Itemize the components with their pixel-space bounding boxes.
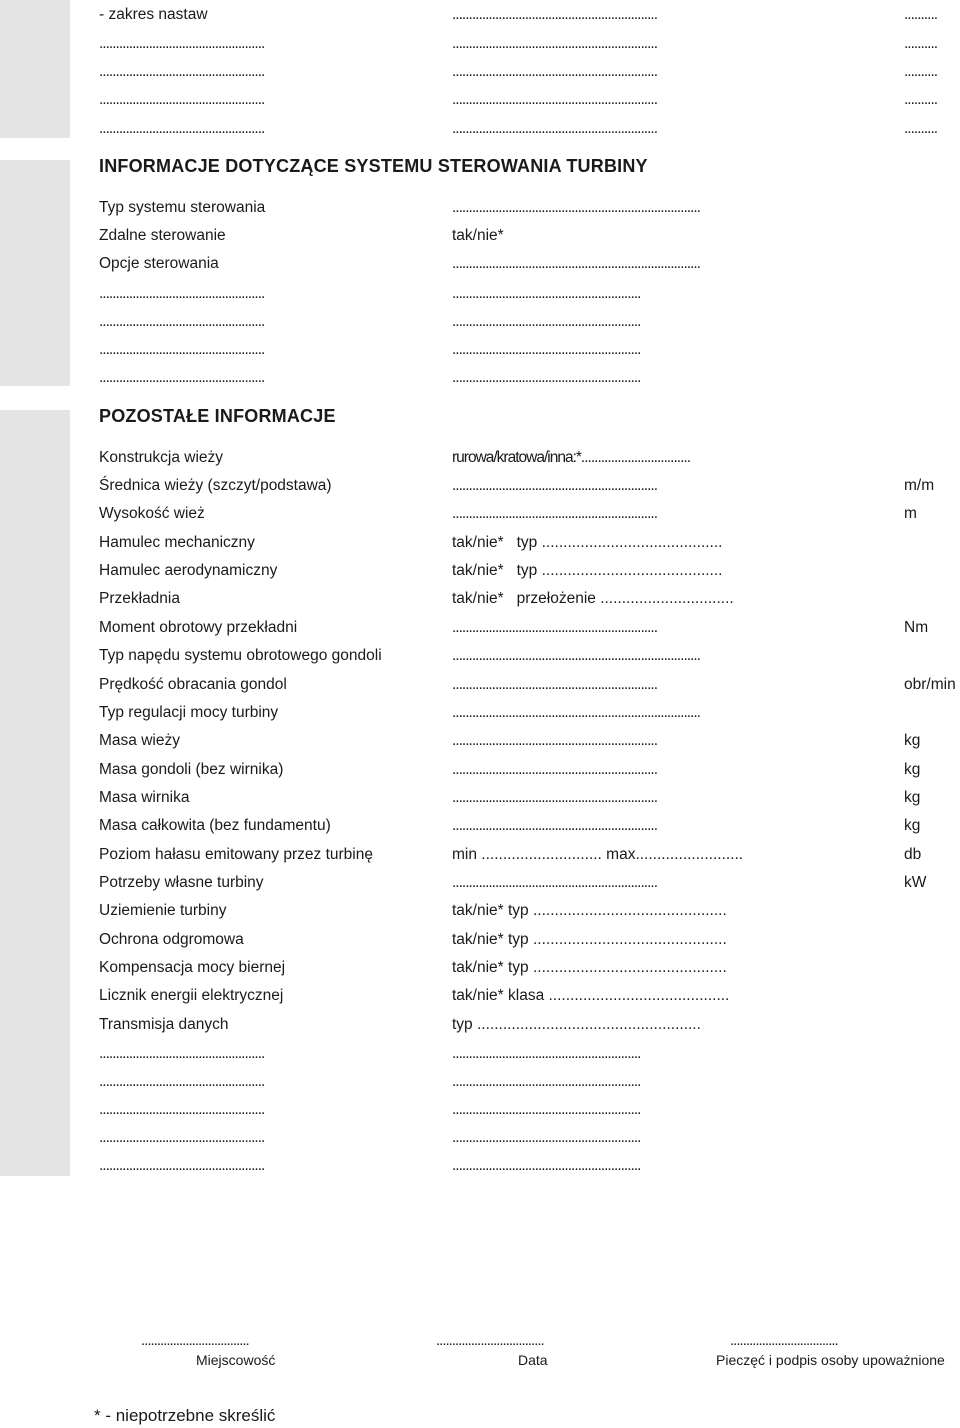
row-label: Średnica wieży (szczyt/podstawa) <box>99 477 332 494</box>
blank-value-field[interactable]: ......................................................... <box>452 369 641 386</box>
row-label: Typ napędu systemu obrotowego gondoli <box>99 647 382 664</box>
blank-row <box>0 364 960 392</box>
place-label: Miejscowość <box>196 1352 276 1368</box>
row-unit: kg <box>904 732 921 749</box>
form-row <box>0 812 960 840</box>
row-label: Typ systemu sterowania <box>99 199 266 216</box>
blank-unit-field[interactable]: .......... <box>904 120 938 137</box>
row-value-field[interactable]: rurowa/kratowa/inna:*................................. <box>452 449 691 466</box>
blank-unit-field[interactable]: .......... <box>904 91 938 108</box>
row-label: Wysokość wież <box>99 505 205 522</box>
blank-value-field[interactable]: ......................................................... <box>452 1045 641 1062</box>
blank-label-field[interactable]: .................................................. <box>99 63 265 80</box>
row-label: Kompensacja mocy biernej <box>99 959 286 976</box>
place-signature-line[interactable]: .................................. <box>141 1332 249 1349</box>
form-row <box>0 614 960 642</box>
form-row <box>0 500 960 528</box>
blank-row <box>0 280 960 308</box>
row-unit: Nm <box>904 619 929 636</box>
blank-label-field[interactable]: .................................................. <box>99 1101 265 1118</box>
row-value-field[interactable]: .............................................................. <box>452 789 657 806</box>
row-label: Zdalne sterowanie <box>99 227 226 244</box>
row-label: - zakres nastaw <box>99 6 208 23</box>
blank-value-field[interactable]: ......................................................... <box>452 1073 641 1090</box>
blank-value-field[interactable]: ......................................................... <box>452 285 641 302</box>
row-label: Transmisja danych <box>99 1016 229 1033</box>
row-label: Typ regulacji mocy turbiny <box>99 704 279 721</box>
stamp-signature-line[interactable]: .................................. <box>730 1332 838 1349</box>
blank-row <box>0 30 960 58</box>
form-row <box>0 699 960 727</box>
blank-label-field[interactable]: .................................................. <box>99 285 265 302</box>
row-value-field[interactable]: tak/nie* typ .......................................... <box>452 562 723 579</box>
unit-field[interactable]: .......... <box>904 6 938 23</box>
row-value-field[interactable]: tak/nie* przełożenie ............................... <box>452 590 734 607</box>
row-label: Przekładnia <box>99 590 180 607</box>
row-label: Prędkość obracania gondol <box>99 676 287 693</box>
row-value-field[interactable]: tak/nie* <box>452 227 504 244</box>
blank-label-field[interactable]: .................................................. <box>99 1129 265 1146</box>
row-value-field[interactable]: .............................................................. <box>452 761 657 778</box>
form-row <box>0 529 960 557</box>
date-label: Data <box>518 1352 548 1368</box>
blank-row <box>0 308 960 336</box>
blank-value-field[interactable]: .............................................................. <box>452 63 657 80</box>
blank-label-field[interactable]: .................................................. <box>99 35 265 52</box>
row-value-field[interactable]: ........................................................................... <box>452 255 700 272</box>
row-unit: db <box>904 846 922 863</box>
blank-value-field[interactable]: ......................................................... <box>452 1101 641 1118</box>
row-value-field[interactable]: tak/nie* typ .......................................... <box>452 534 723 551</box>
blank-row <box>0 1068 960 1096</box>
row-unit: kg <box>904 817 921 834</box>
row-unit: m <box>904 505 917 522</box>
row-label: Potrzeby własne turbiny <box>99 874 264 891</box>
row-label: Licznik energii elektrycznej <box>99 987 284 1004</box>
form-row <box>0 472 960 500</box>
form-row <box>0 444 960 472</box>
blank-value-field[interactable]: ......................................................... <box>452 341 641 358</box>
form-row <box>0 784 960 812</box>
row-label: Masa wirnika <box>99 789 190 806</box>
row-value-field[interactable]: .............................................................. <box>452 477 657 494</box>
blank-row <box>0 86 960 114</box>
row-label: Opcje sterowania <box>99 255 219 272</box>
row-label: Poziom hałasu emitowany przez turbinę <box>99 846 373 863</box>
row-value-field[interactable]: .............................................................. <box>452 619 657 636</box>
blank-row <box>0 58 960 86</box>
row-value-field[interactable]: min ............................ max......................... <box>452 846 744 863</box>
row-label: Ochrona odgromowa <box>99 931 244 948</box>
blank-row <box>0 1124 960 1152</box>
row-unit: kg <box>904 789 921 806</box>
form-row <box>0 222 960 250</box>
row-value-field[interactable]: .............................................................. <box>452 505 657 522</box>
form-row <box>0 727 960 755</box>
row-label: Moment obrotowy przekładni <box>99 619 298 636</box>
row-label: Masa gondoli (bez wirnika) <box>99 761 284 778</box>
blank-label-field[interactable]: .................................................. <box>99 341 265 358</box>
blank-row <box>0 115 960 143</box>
blank-value-field[interactable]: ......................................................... <box>452 1157 641 1174</box>
blank-value-field[interactable]: ......................................................... <box>452 313 641 330</box>
blank-row <box>0 336 960 364</box>
form-row <box>0 1011 960 1039</box>
blank-label-field[interactable]: .................................................. <box>99 120 265 137</box>
footnote: * - niepotrzebne skreślić <box>94 1406 276 1425</box>
row-value-field[interactable]: .............................................................. <box>452 732 657 749</box>
blank-row <box>0 1152 960 1180</box>
row-label: Uziemienie turbiny <box>99 902 227 919</box>
row-label: Masa całkowita (bez fundamentu) <box>99 817 331 834</box>
stamp-label: Pieczęć i podpis osoby upoważnione <box>716 1352 945 1368</box>
row-label: Konstrukcja wieży <box>99 449 224 466</box>
row-value-field[interactable]: .............................................................. <box>452 676 657 693</box>
section-title-control-system: INFORMACJE DOTYCZĄCE SYSTEMU STEROWANIA TURBINY <box>99 156 648 176</box>
row-value-field[interactable]: ........................................................................... <box>452 704 700 721</box>
blank-label-field[interactable]: .................................................. <box>99 369 265 386</box>
form-row <box>0 642 960 670</box>
form-row <box>0 869 960 897</box>
form-row <box>0 671 960 699</box>
form-row <box>0 897 960 925</box>
row-unit: kg <box>904 761 921 778</box>
row-unit: m/m <box>904 477 935 494</box>
blank-label-field[interactable]: .................................................. <box>99 1157 265 1174</box>
row-value-field[interactable]: tak/nie* typ ............................................. <box>452 959 727 976</box>
form-row <box>0 585 960 613</box>
blank-unit-field[interactable]: .......... <box>904 63 938 80</box>
form-row <box>0 557 960 585</box>
row-value-field[interactable]: ........................................................................... <box>452 199 700 216</box>
form-row <box>0 926 960 954</box>
row-value-field[interactable]: ........................................................................... <box>452 647 700 664</box>
blank-row <box>0 1040 960 1068</box>
blank-value-field[interactable]: .............................................................. <box>452 120 657 137</box>
row-label: Hamulec aerodynamiczny <box>99 562 278 579</box>
row-value-field[interactable]: .............................................................. <box>452 817 657 834</box>
section-title-other-info: POZOSTAŁE INFORMACJE <box>99 406 336 426</box>
blank-label-field[interactable]: .................................................. <box>99 91 265 108</box>
form-row <box>0 250 960 278</box>
blank-value-field[interactable]: ......................................................... <box>452 1129 641 1146</box>
row-value-field[interactable]: tak/nie* typ ............................................. <box>452 931 727 948</box>
blank-label-field[interactable]: .................................................. <box>99 1073 265 1090</box>
row-unit: kW <box>904 874 927 891</box>
date-signature-line[interactable]: .................................. <box>436 1332 544 1349</box>
form-row <box>0 982 960 1010</box>
row-unit: obr/min <box>904 676 956 693</box>
row-label: Masa wieży <box>99 732 180 749</box>
blank-label-field[interactable]: .................................................. <box>99 313 265 330</box>
value-field[interactable]: .............................................................. <box>452 6 657 23</box>
row-value-field[interactable]: .............................................................. <box>452 874 657 891</box>
row-value-field[interactable]: typ .................................................... <box>452 1016 701 1033</box>
blank-value-field[interactable]: .............................................................. <box>452 91 657 108</box>
row-label: Hamulec mechaniczny <box>99 534 255 551</box>
form-row <box>0 841 960 869</box>
row-value-field[interactable]: tak/nie* klasa .......................................... <box>452 987 730 1004</box>
blank-label-field[interactable]: .................................................. <box>99 1045 265 1062</box>
settings-range-row <box>0 1 960 29</box>
row-value-field[interactable]: tak/nie* typ ............................................. <box>452 902 727 919</box>
form-row <box>0 954 960 982</box>
blank-row <box>0 1096 960 1124</box>
form-row <box>0 756 960 784</box>
blank-value-field[interactable]: .............................................................. <box>452 35 657 52</box>
blank-unit-field[interactable]: .......... <box>904 35 938 52</box>
form-row <box>0 194 960 222</box>
